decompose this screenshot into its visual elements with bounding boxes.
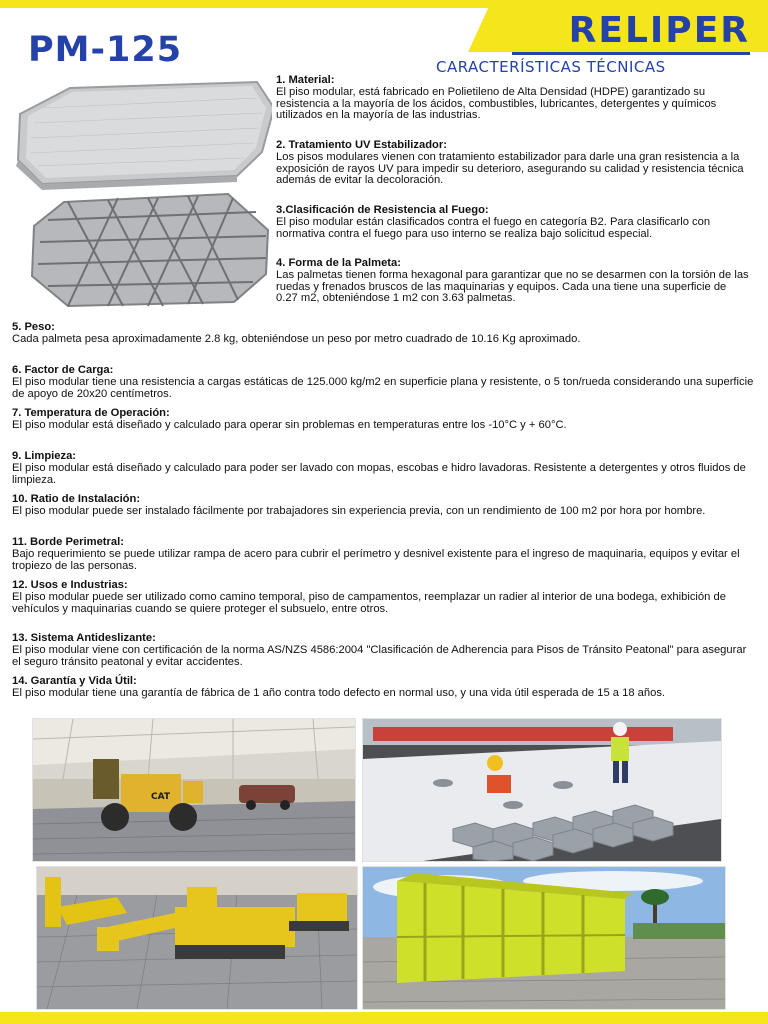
section-shape xyxy=(276,258,750,305)
section-load xyxy=(12,365,758,400)
section-antislip xyxy=(12,633,758,668)
section-heading: 6. Factor de Carga: xyxy=(12,364,114,376)
section-body: El piso modular puede ser utilizado como camino temporal, piso de campamentos, reemplazar un radier al interior de una bodega, exhibición de vehículos y maquinarias cuando se quiere proteger el subsuelo, entre otros. xyxy=(12,590,726,615)
photo-workers-installing-tiles xyxy=(362,718,722,862)
photo-warehouse-telehandler xyxy=(32,718,356,862)
section-body: El piso modular tiene una garantía de fábrica de 1 año contra todo defecto en normal uso, y una vida útil esperada de 15 a 18 años. xyxy=(12,686,666,699)
section-cleaning xyxy=(12,451,758,486)
section-heading: 10. Ratio de Instalación: xyxy=(12,493,141,505)
section-heading: 12. Usos e Industrias: xyxy=(12,579,128,591)
tile-top-view-image xyxy=(12,78,272,190)
brand-underline xyxy=(512,52,750,55)
section-heading: 13. Sistema Antideslizante: xyxy=(12,632,156,644)
section-heading: 14. Garantía y Vida Útil: xyxy=(12,675,137,687)
section-subtitle: CARACTERÍSTICAS TÉCNICAS xyxy=(436,58,666,76)
section-body: El piso modular tiene una resistencia a cargas estáticas de 125.000 kg/m2 en superficie plana y resistente, o 5 ton/rueda considerando una superficie de apoyo de 20x20 centímetros. xyxy=(12,375,754,400)
section-body: El piso modular puede ser instalado fácilmente por trabajadores sin experiencia previa, con un rendimiento de 100 m2 por hora por hombre. xyxy=(12,504,706,517)
section-body: Cada palmeta pesa aproximadamente 2.8 kg, obteniéndose un peso por metro cuadrado de 10.16 Kg aproximado. xyxy=(12,332,581,345)
section-temperature xyxy=(12,408,758,432)
section-warranty xyxy=(12,676,758,700)
section-body: Las palmetas tienen forma hexagonal para garantizar que no se desarmen con la torsión de las ruedas y frenados bruscos de las maquinarias y equipos. Cada una tiene una superficie de 0.27 m2, obteniéndose 1 m2 con 3.63 palmetas. xyxy=(276,268,749,305)
photo-container-on-tiles xyxy=(362,866,726,1010)
section-heading: 7. Temperatura de Operación: xyxy=(12,407,170,419)
section-heading: 2. Tratamiento UV Estabilizador: xyxy=(276,139,447,151)
section-body: El piso modular, está fabricado en Polietileno de Alta Densidad (HDPE) garantizado su resistencia a la mayoría de los ácidos, combustibles, lubricantes, detergentes y químicos utilizados en la mayoría de las industrias. xyxy=(276,85,717,122)
photo-excavators-on-tiles xyxy=(36,866,358,1010)
section-heading: 9. Limpieza: xyxy=(12,450,77,462)
section-body: Bajo requerimiento se puede utilizar rampa de acero para cubrir el perímetro y desnivel existente para el ingreso de maquinaria, equipos y evitar el tropiezo de las personas. xyxy=(12,547,740,572)
section-heading: 4. Forma de la Palmeta: xyxy=(276,257,401,269)
brand-logo: RELIPER xyxy=(568,10,750,51)
section-uses xyxy=(12,580,758,615)
section-weight xyxy=(12,322,758,346)
section-body: Los pisos modulares vienen con tratamiento estabilizador para darle una gran resistencia a la exposición de rayos UV para impedir su deterioro, asegurando su calidad y resistencia técnica además de evitar la decoloración. xyxy=(276,150,744,187)
section-heading: 5. Peso: xyxy=(12,321,55,333)
product-title: PM-125 xyxy=(28,30,183,70)
section-body: El piso modular viene con certificación de la norma AS/NZS 4586:2004 "Clasificación de Adherencia para Pisos de Tránsito Peatonal" para asegurar el seguro tránsito peatonal y evitar accidentes. xyxy=(12,643,747,668)
tile-bottom-view-image xyxy=(28,190,274,310)
section-perimeter xyxy=(12,537,758,572)
section-installation xyxy=(12,494,758,518)
section-heading: 1. Material: xyxy=(276,74,335,86)
section-body: El piso modular están clasificados contra el fuego en categoría B2. Para clasificarlo con normativa contra el fuego para uso interno se realiza bajo solicitud especial. xyxy=(276,215,711,240)
cat-badge: CAT xyxy=(151,792,171,802)
section-material xyxy=(276,75,750,122)
section-heading: 11. Borde Perimetral: xyxy=(12,536,124,548)
section-uv xyxy=(276,140,750,187)
section-body: El piso modular está diseñado y calculado para poder ser lavado con mopas, escobas e hidro lavadoras. Resistente a detergentes y otros fluidos de limpieza. xyxy=(12,461,746,486)
section-heading: 3.Clasificación de Resistencia al Fuego: xyxy=(276,204,489,216)
section-fire xyxy=(276,205,750,240)
bottom-yellow-band xyxy=(0,1012,768,1024)
section-body: El piso modular está diseñado y calculado para operar sin problemas en temperaturas entre los -10°C y + 60°C. xyxy=(12,418,567,431)
